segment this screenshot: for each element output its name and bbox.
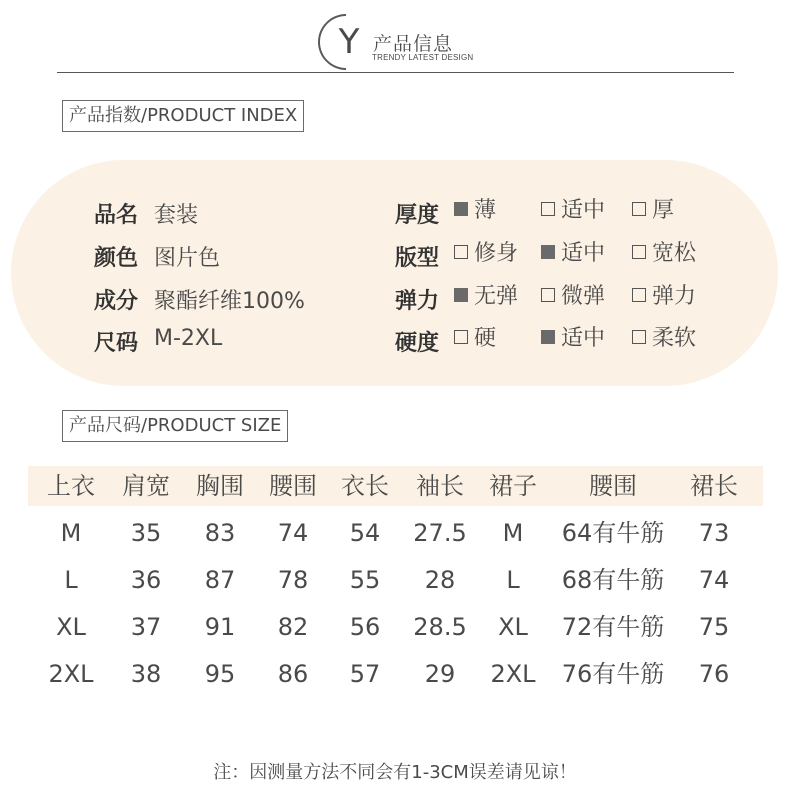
checkbox-icon	[541, 202, 555, 216]
size-table-cell: 87	[204, 566, 236, 594]
size-table-header-cell: 裙长	[690, 472, 738, 500]
option-text: 适中	[561, 326, 606, 351]
info-label-color: 颜色	[94, 246, 139, 271]
checkbox-icon	[454, 202, 468, 216]
option-elasticity-3	[632, 284, 696, 310]
option-text: 宽松	[652, 241, 697, 266]
size-table-cell: XL	[498, 613, 528, 641]
option-fit-3	[632, 241, 696, 267]
measurement-note: 注：因测量方法不同会有1-3CM误差请见谅！	[213, 762, 577, 783]
info-label-elasticity: 弹力	[395, 289, 440, 314]
size-table-header-cell: 上衣	[47, 472, 95, 500]
option-text: 适中	[561, 198, 606, 223]
size-table-cell: 75	[698, 613, 730, 641]
option-elasticity-1	[454, 284, 518, 310]
option-hardness-3	[632, 326, 696, 352]
size-table-cell: 54	[349, 519, 381, 547]
info-label-thickness: 厚度	[395, 203, 440, 228]
checkbox-icon	[541, 330, 555, 344]
size-table-cell: 28.5	[413, 613, 467, 641]
size-table-cell: 28	[424, 566, 456, 594]
size-table-header-cell: 衣长	[341, 472, 389, 500]
page-title: 产品信息	[373, 33, 454, 55]
size-table-header-cell: 腰围	[589, 472, 637, 500]
size-table-cell: 76	[698, 660, 730, 688]
size-table-cell: 73	[698, 519, 730, 547]
size-table-cell: L	[506, 566, 520, 594]
size-table-cell: M	[60, 519, 82, 547]
option-thickness-1	[454, 198, 496, 224]
checkbox-icon	[632, 202, 646, 216]
logo-letter: Y	[338, 22, 360, 62]
size-table-cell: 37	[130, 613, 162, 641]
size-table-cell: XL	[56, 613, 86, 641]
option-thickness-2	[541, 198, 605, 224]
size-table-cell: 57	[349, 660, 381, 688]
info-value-size: M-2XL	[154, 326, 223, 351]
size-table-cell: 74	[277, 519, 309, 547]
size-table-cell: 82	[277, 613, 309, 641]
checkbox-icon	[632, 288, 646, 302]
option-hardness-2	[541, 326, 605, 352]
option-text: 薄	[474, 198, 497, 223]
checkbox-icon	[632, 245, 646, 259]
option-thickness-3	[632, 198, 674, 224]
info-label-fit: 版型	[395, 246, 440, 271]
option-text: 厚	[652, 198, 675, 223]
size-table-cell: 64有牛筋	[561, 519, 665, 547]
size-table-cell: 55	[349, 566, 381, 594]
size-table-header-cell: 肩宽	[122, 472, 170, 500]
checkbox-icon	[454, 245, 468, 259]
size-table-cell: 91	[204, 613, 236, 641]
size-table-cell: 38	[130, 660, 162, 688]
option-text: 修身	[474, 241, 519, 266]
size-table-cell: 56	[349, 613, 381, 641]
option-text: 弹力	[652, 284, 697, 309]
size-table-header-cell: 腰围	[269, 472, 317, 500]
info-label-name: 品名	[94, 203, 139, 228]
info-value-color: 图片色	[154, 246, 221, 271]
checkbox-icon	[454, 288, 468, 302]
info-label-material: 成分	[94, 289, 139, 314]
size-table-cell: 68有牛筋	[561, 566, 665, 594]
option-text: 微弹	[561, 284, 606, 309]
option-elasticity-2	[541, 284, 605, 310]
option-text: 适中	[561, 241, 606, 266]
product-index-label: 产品指数/PRODUCT INDEX	[62, 100, 304, 132]
option-hardness-1	[454, 326, 496, 352]
size-table-cell: 78	[277, 566, 309, 594]
size-table-cell: 72有牛筋	[561, 613, 665, 641]
size-table-cell: M	[502, 519, 524, 547]
size-table-cell: 95	[204, 660, 236, 688]
size-table-cell: 2XL	[48, 660, 94, 688]
size-table-cell: 36	[130, 566, 162, 594]
size-table-cell: 29	[424, 660, 456, 688]
checkbox-icon	[454, 330, 468, 344]
info-label-size: 尺码	[94, 331, 139, 356]
info-label-hardness: 硬度	[395, 331, 440, 356]
checkbox-icon	[632, 330, 646, 344]
size-table-header-cell: 袖长	[416, 472, 464, 500]
size-table-cell: 2XL	[490, 660, 536, 688]
info-value-name: 套装	[154, 203, 199, 228]
option-fit-1	[454, 241, 518, 267]
size-table-cell: 27.5	[413, 519, 467, 547]
size-table-cell: 76有牛筋	[561, 660, 665, 688]
size-table-cell: 86	[277, 660, 309, 688]
size-table-cell: L	[64, 566, 78, 594]
option-fit-2	[541, 241, 605, 267]
checkbox-icon	[541, 245, 555, 259]
size-table-cell: 35	[130, 519, 162, 547]
option-text: 柔软	[652, 326, 697, 351]
option-text: 硬	[474, 326, 497, 351]
page-subtitle: TRENDY LATEST DESIGN	[372, 53, 474, 62]
checkbox-icon	[541, 288, 555, 302]
size-table-header-cell: 裙子	[489, 472, 537, 500]
product-size-label: 产品尺码/PRODUCT SIZE	[62, 410, 288, 442]
size-table-header-cell: 胸围	[196, 472, 244, 500]
size-table-cell: 83	[204, 519, 236, 547]
header-divider	[57, 72, 734, 73]
info-value-material: 聚酯纤维100%	[154, 289, 305, 314]
size-table-cell: 74	[698, 566, 730, 594]
option-text: 无弹	[474, 284, 519, 309]
